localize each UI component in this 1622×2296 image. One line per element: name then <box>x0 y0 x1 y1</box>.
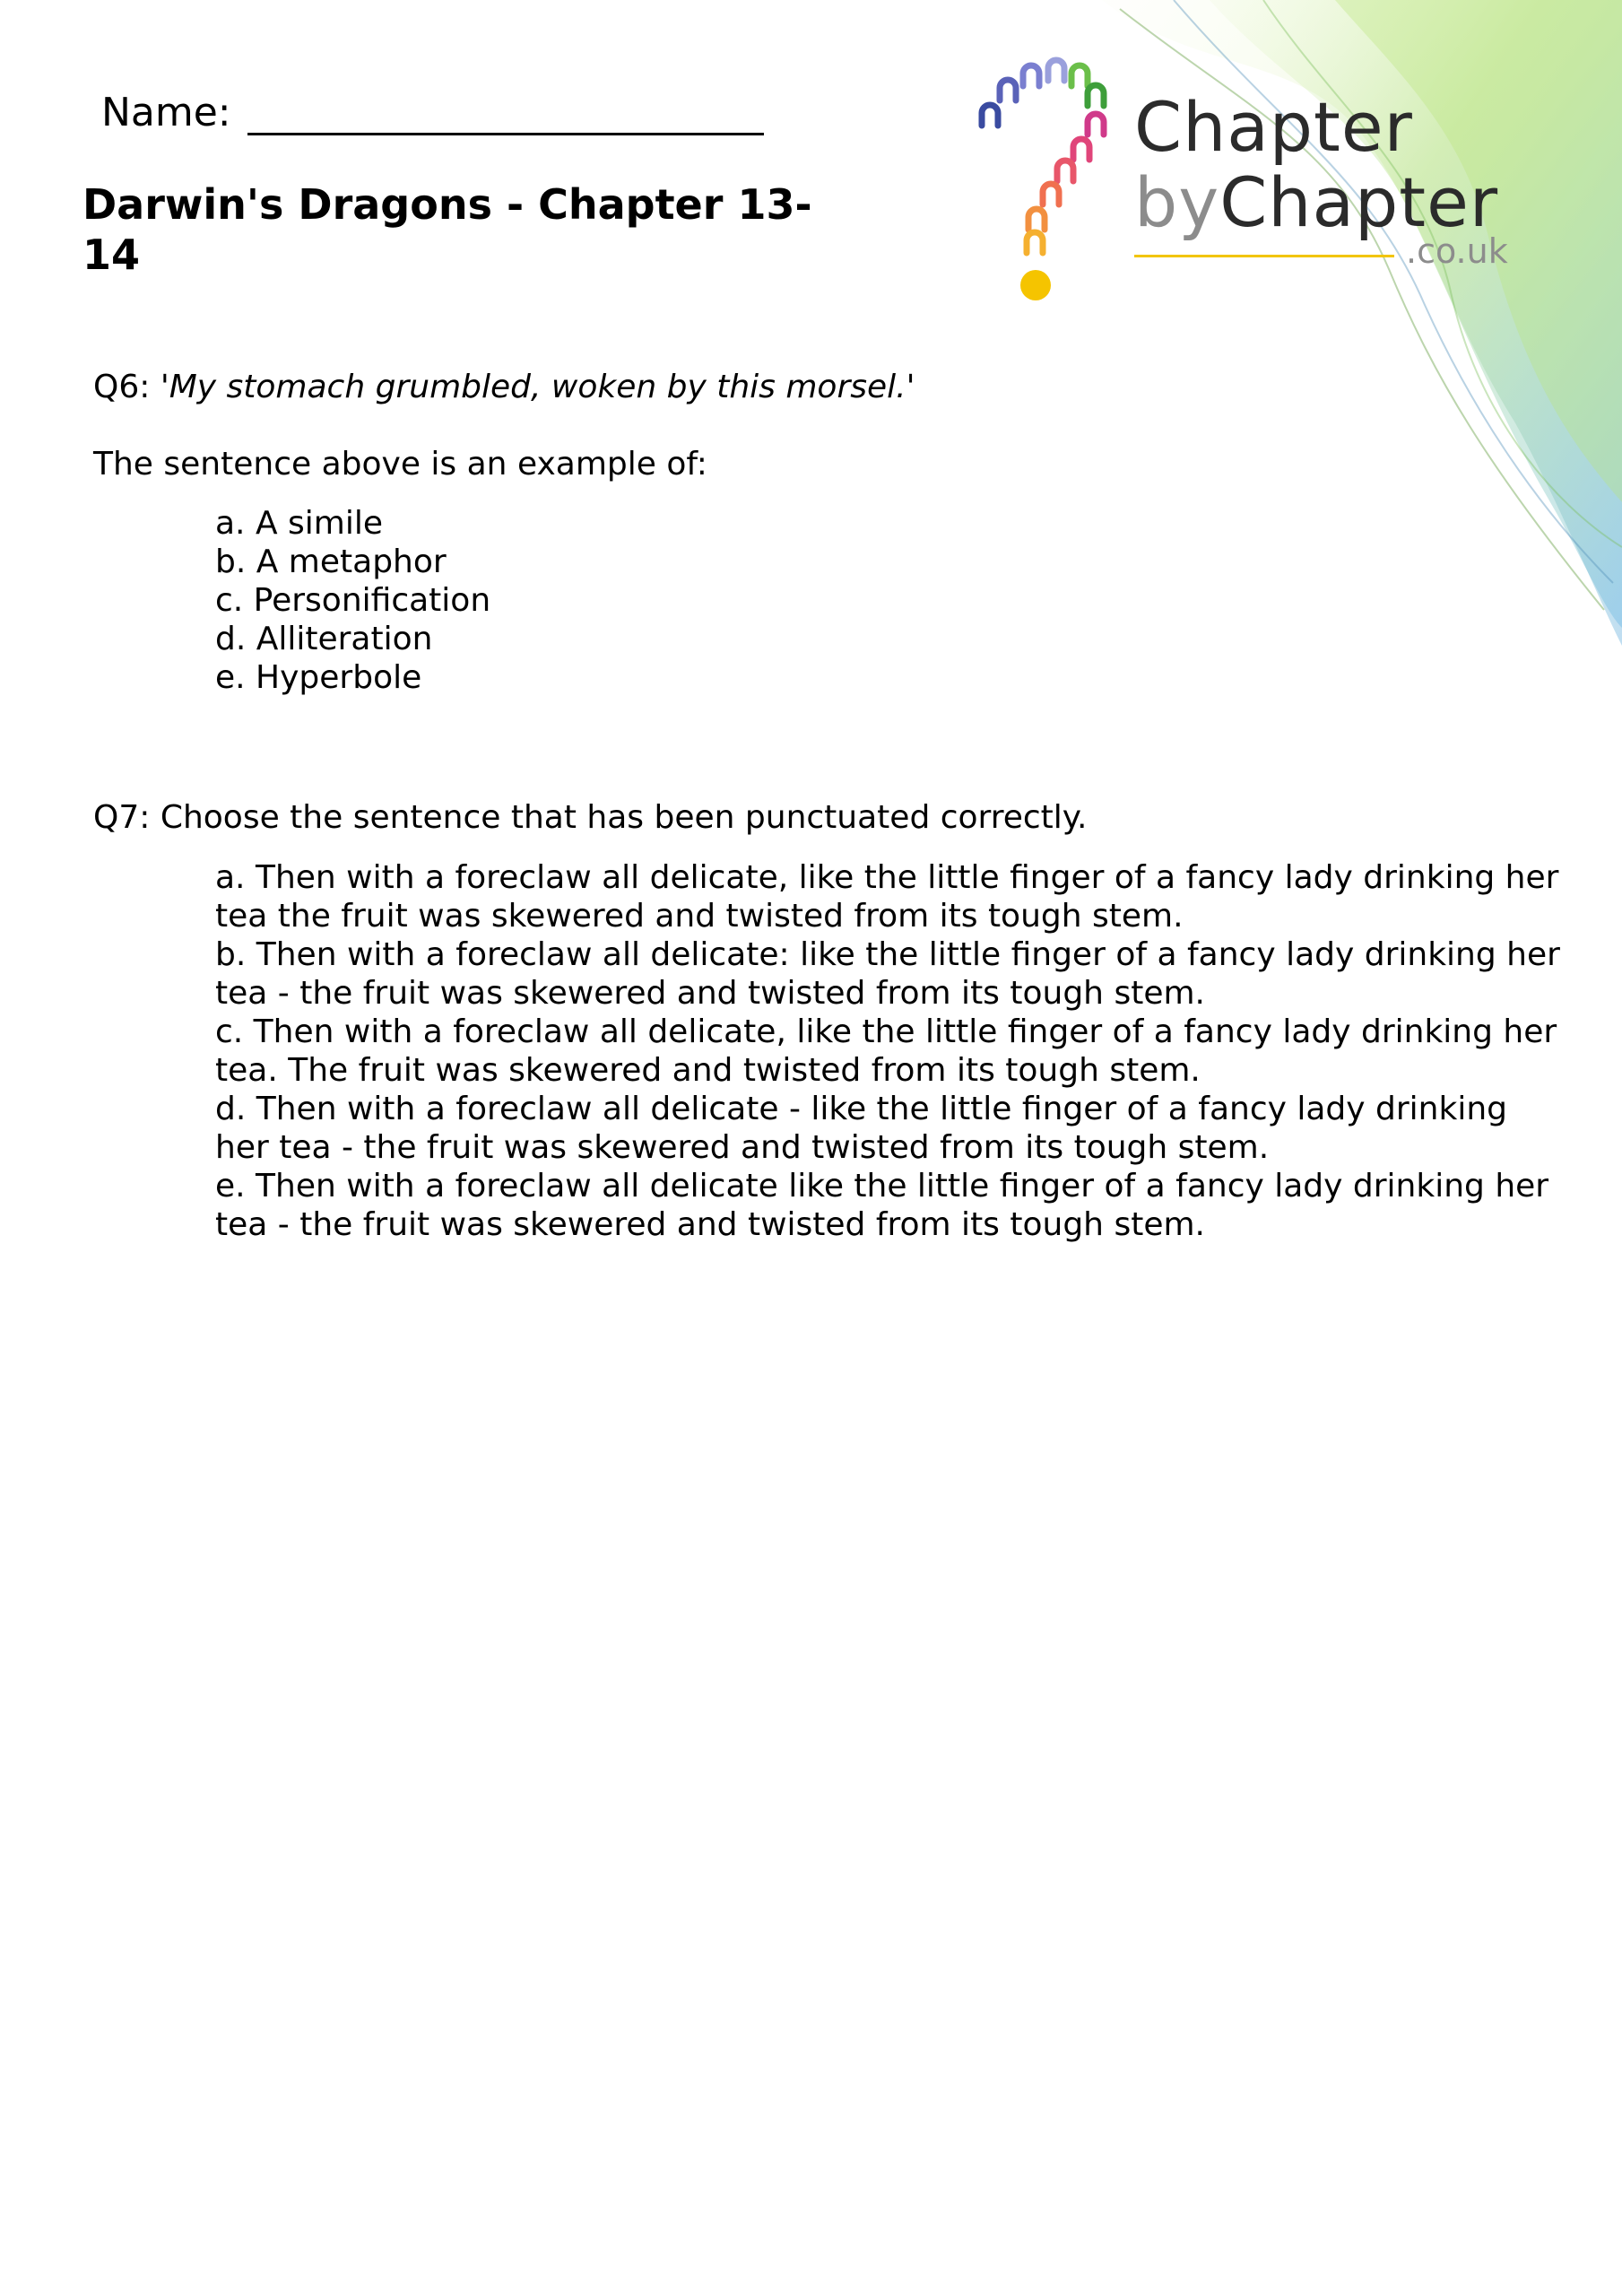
logo-wordmark <box>1134 87 1499 242</box>
question-6-option-b[interactable]: b. A metaphor <box>215 544 447 580</box>
question-6-option-c[interactable]: c. Personification <box>215 582 491 619</box>
name-blank-line[interactable] <box>247 93 764 135</box>
question-6 <box>93 368 915 406</box>
question-6-quote: 'My stomach grumbled, woken by this morsel.' <box>160 369 915 405</box>
question-6-option-a[interactable]: a. A simile <box>215 505 383 542</box>
question-6-option-e[interactable]: e. Hyperbole <box>215 659 422 696</box>
question-7-option-d[interactable]: d. Then with a foreclaw all delicate - like the little finger of a fancy lady drinking her tea - the fruit was skewered and twisted from its tough stem. <box>215 1091 1508 1166</box>
question-7-option-a[interactable]: a. Then with a foreclaw all delicate, like the little finger of a fancy lady drinking her tea the fruit was skewered and twisted from its tough stem. <box>215 859 1559 935</box>
question-7-options <box>215 858 1560 1244</box>
question-7-option-c[interactable]: c. Then with a foreclaw all delicate, like the little finger of a fancy lady drinking her tea. The fruit was skewered and twisted from its tough stem. <box>215 1013 1557 1089</box>
question-6-options <box>215 504 490 697</box>
question-6-prompt: The sentence above is an example of: <box>93 446 707 483</box>
logo-chapter2-text: Chapter <box>1219 162 1499 242</box>
name-field[interactable] <box>101 90 764 135</box>
name-label: Name: <box>101 90 231 135</box>
logo-domain-text: .co.uk <box>1406 231 1508 271</box>
question-7-option-b[interactable]: b. Then with a foreclaw all delicate: like the little finger of a fancy lady drinking her tea - the fruit was skewered and twisted from its tough stem. <box>215 936 1560 1012</box>
worksheet-title: Darwin's Dragons - Chapter 13-14 <box>82 180 812 279</box>
question-7: Q7: Choose the sentence that has been punctuated correctly. <box>93 799 1088 836</box>
logo-underline <box>1134 255 1394 257</box>
question-7-option-e[interactable]: e. Then with a foreclaw all delicate like the little finger of a fancy lady drinking her tea - the fruit was skewered and twisted from its tough stem. <box>215 1168 1549 1243</box>
question-6-option-d[interactable]: d. Alliteration <box>215 621 433 657</box>
logo-bychapter-text <box>1134 162 1499 242</box>
logo-by-text: by <box>1134 162 1220 242</box>
question-6-label: Q6: <box>93 369 151 405</box>
logo-chapter-text: Chapter <box>1134 87 1413 167</box>
